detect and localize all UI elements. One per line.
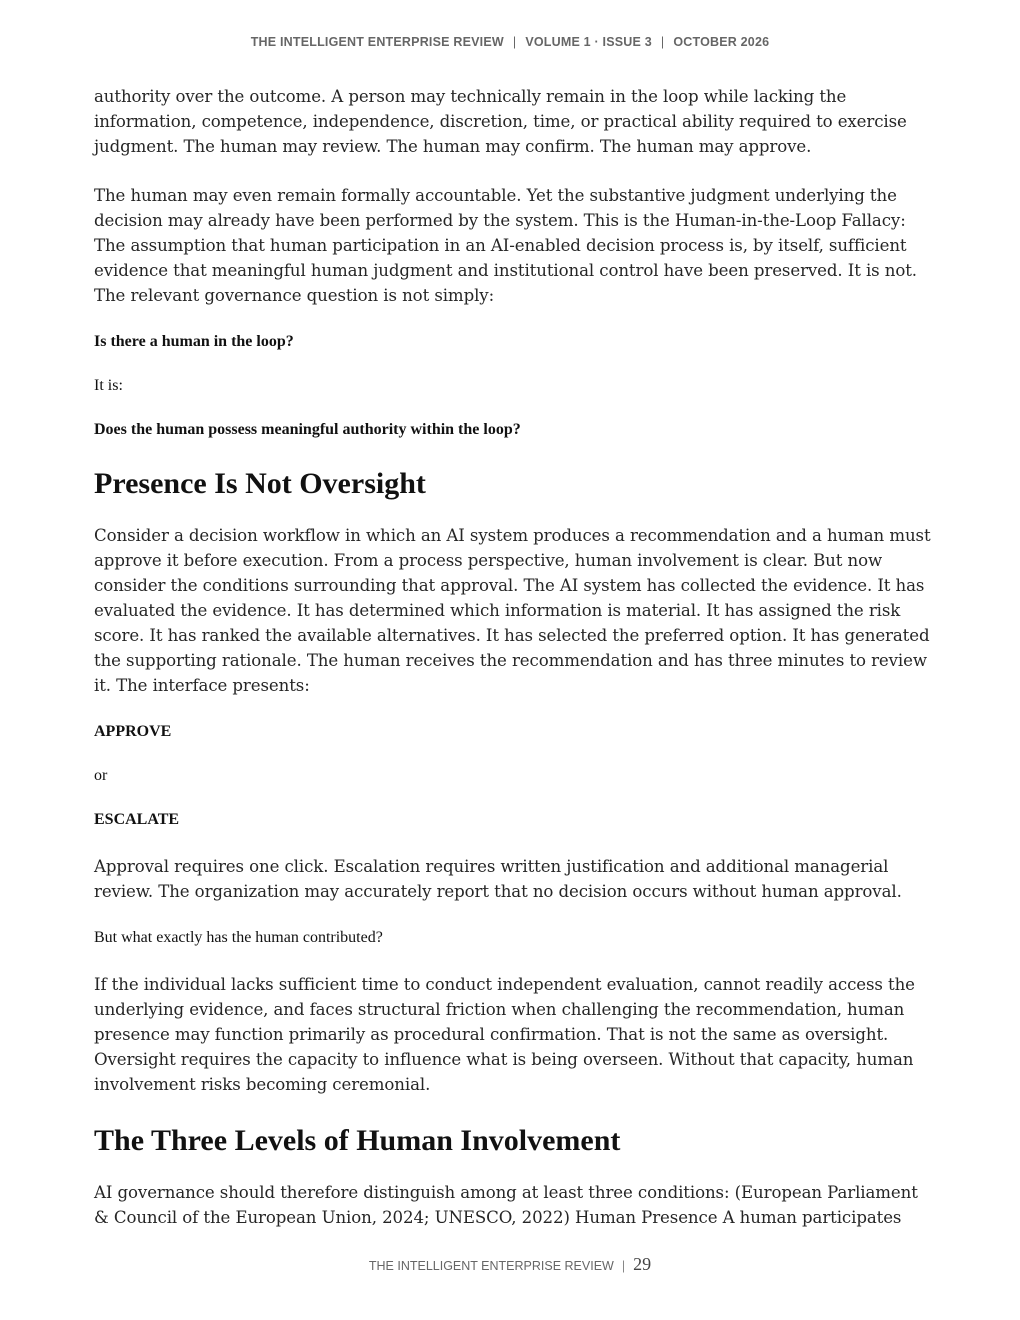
paragraph: If the individual lacks sufficient time to conduct independent evaluation, cannot readily access the underlying evidence, and faces structural friction when challenging the recommendation, human presence may function primarily as procedural confirmation. That is not the same as oversight. Oversight requires the capacity to influence what is being overseen. Without that capacity, human involvement risks becoming ceremonial. bbox=[94, 975, 915, 1094]
footer-publication: THE INTELLIGENT ENTERPRISE REVIEW bbox=[368, 1259, 614, 1273]
footer-separator: | bbox=[621, 1259, 626, 1273]
question-callout: But what exactly has the human contributed? bbox=[94, 929, 383, 946]
header-publication: THE INTELLIGENT ENTERPRISE REVIEW bbox=[250, 35, 504, 49]
header-issue: VOLUME 1 · ISSUE 3 bbox=[525, 35, 652, 49]
escalate-option-text: ESCALATE bbox=[94, 811, 180, 828]
header-separator: | bbox=[512, 35, 517, 49]
paragraph: The human may even remain formally accountable. Yet the substantive judgment underlying the decision may already have been performed by the system. This is the Human-in-the-Loop Fallacy: The assumption that human participation in an AI-enabled decision process is, by itself, sufficient evidence that meaningful human judgment and institutional control have been preserved. It is not. The relevant governance question is not simply: bbox=[94, 186, 917, 305]
paragraph: Approval requires one click. Escalation requires written justification and additional managerial review. The organization may accurately report that no decision occurs without human approval. bbox=[94, 857, 902, 901]
running-header bbox=[0, 35, 1020, 49]
page-number: 29 bbox=[633, 1254, 652, 1274]
question-callout: Is there a human in the loop? bbox=[94, 333, 294, 350]
transition-text: It is: bbox=[94, 377, 123, 394]
page-footer bbox=[0, 1254, 1020, 1275]
paragraph: authority over the outcome. A person may technically remain in the loop while lacking the information, competence, independence, discretion, time, or practical ability required to exercise judgment. The human may review. The human may confirm. The human may approve. bbox=[94, 87, 907, 156]
section-heading: Presence Is Not Oversight bbox=[94, 467, 426, 500]
section-heading: The Three Levels of Human Involvement bbox=[94, 1124, 621, 1157]
transition-text: or bbox=[94, 767, 108, 784]
paragraph: AI governance should therefore distinguish among at least three conditions: (European Parliament & Council of the European Union, 2024; UNESCO, 2022) Human Presence A human participates bbox=[94, 1183, 918, 1227]
approve-option-text: APPROVE bbox=[94, 723, 172, 740]
question-callout: Does the human possess meaningful authority within the loop? bbox=[94, 421, 521, 438]
header-separator: | bbox=[660, 35, 665, 49]
paragraph: Consider a decision workflow in which an AI system produces a recommendation and a human must approve it before execution. From a process perspective, human involvement is clear. But now consider the conditions surrounding that approval. The AI system has collected the evidence. It has evaluated the evidence. It has determined which information is material. It has assigned the risk score. It has ranked the available alternatives. It has selected the preferred option. It has generated the supporting rationale. The human receives the recommendation and has three minutes to review it. The interface presents: bbox=[94, 526, 931, 695]
header-date: OCTOBER 2026 bbox=[673, 35, 770, 49]
article-body bbox=[94, 84, 934, 1254]
